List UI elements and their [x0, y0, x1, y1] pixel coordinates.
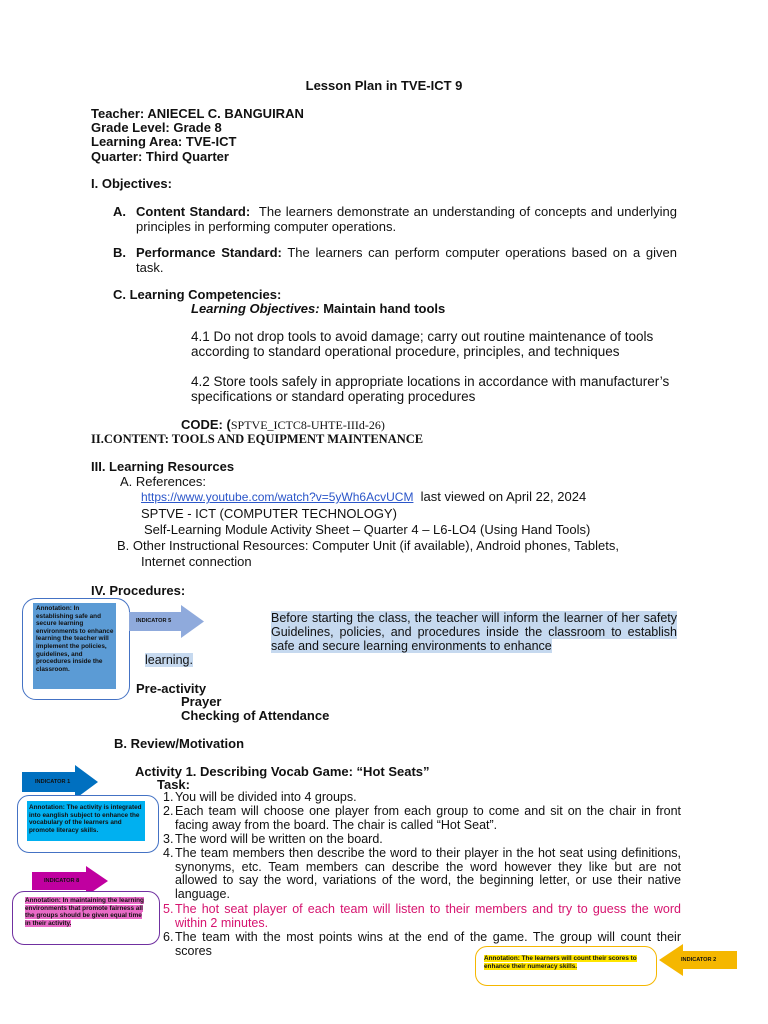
task-label: Task:	[157, 777, 190, 792]
content-standard-title: Content Standard:	[136, 204, 251, 219]
pre-activity: Pre-activity	[136, 681, 207, 696]
task-step-number: 6.	[163, 930, 174, 944]
code-label: CODE: (	[181, 417, 231, 432]
performance-standard-title: Performance Standard:	[136, 245, 282, 260]
content-standard	[136, 204, 677, 234]
annotation-8-text	[25, 897, 147, 927]
indicator-1-label: INDICATOR 1	[35, 779, 71, 785]
reference-url-link[interactable]: https://www.youtube.com/watch?v=5yWh6AcvUCM	[141, 490, 414, 504]
procedures-intro-end-text: learning.	[145, 653, 193, 667]
review-heading: B. Review/Motivation	[114, 736, 245, 751]
grade-line: Grade Level: Grade 8	[91, 120, 222, 135]
quarter-line: Quarter: Third Quarter	[91, 149, 229, 164]
task-step-text: You will be divided into 4 groups.	[175, 790, 357, 804]
competency-4-2: 4.2 Store tools safely in appropriate locations in accordance with manufacturer’s specifications or standard operating procedures	[191, 374, 670, 404]
task-step-text: The team members then describe the word to their player in the hot seat using definitions, synonyms, etc. Team members can describe the word however they like but are not allowed to say the word, variations of the word, the beginning letter, or use their native language.	[175, 846, 681, 901]
activity-heading: Activity 1. Describing Vocab Game: “Hot Seats”	[135, 764, 430, 779]
indicator-5-label: INDICATOR 5	[136, 618, 172, 624]
indicator-8-label: INDICATOR 8	[44, 878, 80, 884]
content-standard-label: A.	[113, 204, 126, 219]
content-heading-text: II.CONTENT: TOOLS AND EQUIPMENT MAINTENANCE	[91, 432, 424, 446]
reference-url-line	[141, 489, 586, 505]
attendance: Checking of Attendance	[181, 708, 330, 723]
learning-objectives	[191, 301, 445, 316]
prayer: Prayer	[181, 694, 222, 709]
procedures-intro-text: Before starting the class, the teacher will inform the learner of her safety Guidelines, policies, and procedures inside the classroom to establish safe and secure learning environments to enhance	[271, 611, 677, 653]
indicator-2-label: INDICATOR 2	[681, 957, 717, 963]
task-step-number: 3.	[163, 832, 174, 846]
objectives-heading: I. Objectives:	[91, 176, 172, 191]
indicator-5-arrow	[129, 605, 204, 638]
reference-1: SPTVE - ICT (COMPUTER TECHNOLOGY)	[141, 506, 397, 521]
procedures-intro	[271, 611, 677, 653]
task-step-text: The team with the most points wins at the end of the game. The group will count their scores	[175, 930, 681, 958]
annotation-1-text: Annotation: The activity is integrated into eanglish subject to enhance the vocabulary of the learners and promote literacy skills.	[29, 804, 142, 834]
annotation-2-hilite: Annotation: The learners will count their scores to enhance their numeracy skills.	[484, 955, 637, 970]
content-heading	[91, 432, 423, 447]
task-step-number: 1.	[163, 790, 174, 804]
performance-standard-label: B.	[113, 245, 126, 260]
task-step-text: Each team will choose one player from each group to come and sit on the chair in front facing away from the board. The chair is called “Hot Seat”.	[175, 804, 681, 832]
content-standard-text: The learners demonstrate an understanding of concepts and underlying principles in performing computer operations.	[136, 204, 677, 234]
reference-viewed: last viewed on April 22, 2024	[420, 489, 587, 504]
other-resources-line1: B. Other Instructional Resources: Computer Unit (if available), Android phones, Tablets,	[117, 538, 619, 553]
annotation-5-text: Annotation: In establishing safe and secure learning environments to enhance learning the teacher will implement the policies, guidelines, and procedures inside the classroom.	[36, 605, 114, 673]
task-step-text: The word will be written on the board.	[175, 832, 383, 846]
references-label: A. References:	[120, 474, 206, 489]
code-value: SPTVE_ICTC8-UHTE-IIId-26)	[230, 418, 385, 432]
resources-heading: III. Learning Resources	[91, 459, 235, 474]
indicator-2-arrow	[659, 944, 737, 976]
task-step-text: The hot seat player of each team will listen to their members and try to guess the word within 2 minutes.	[175, 902, 681, 930]
learning-objectives-text: Maintain hand tools	[323, 301, 446, 316]
teacher-line: Teacher: ANIECEL C. BANGUIRAN	[91, 106, 304, 121]
performance-standard	[136, 245, 677, 275]
performance-standard-text: The learners can perform computer operations based on a given task.	[136, 245, 677, 275]
procedures-heading: IV. Procedures:	[91, 583, 186, 598]
competencies-heading: C. Learning Competencies:	[113, 287, 282, 302]
task-step-number: 2.	[163, 804, 174, 818]
competency-4-1: 4.1 Do not drop tools to avoid damage; carry out routine maintenance of tools according to standard operational procedure, principles, and techniques	[191, 329, 654, 359]
page-title: Lesson Plan in TVE-ICT 9	[305, 78, 463, 93]
other-resources-line2: Internet connection	[141, 554, 252, 569]
reference-2: Self-Learning Module Activity Sheet – Quarter 4 – L6-LO4 (Using Hand Tools)	[144, 522, 591, 537]
procedures-intro-end	[145, 653, 193, 667]
annotation-2-text	[484, 955, 649, 970]
learning-objectives-label: Learning Objectives:	[191, 301, 320, 316]
task-step-number: 4.	[163, 846, 174, 860]
task-step-number: 5.	[163, 902, 174, 916]
code-line	[181, 417, 385, 433]
annotation-8-hilite: Annotation: In maintaining the learning environments that promote fairness all the groups should be given equal time in their activity.	[25, 897, 144, 927]
area-line: Learning Area: TVE-ICT	[91, 134, 237, 149]
indicator-1-arrow	[22, 765, 98, 799]
